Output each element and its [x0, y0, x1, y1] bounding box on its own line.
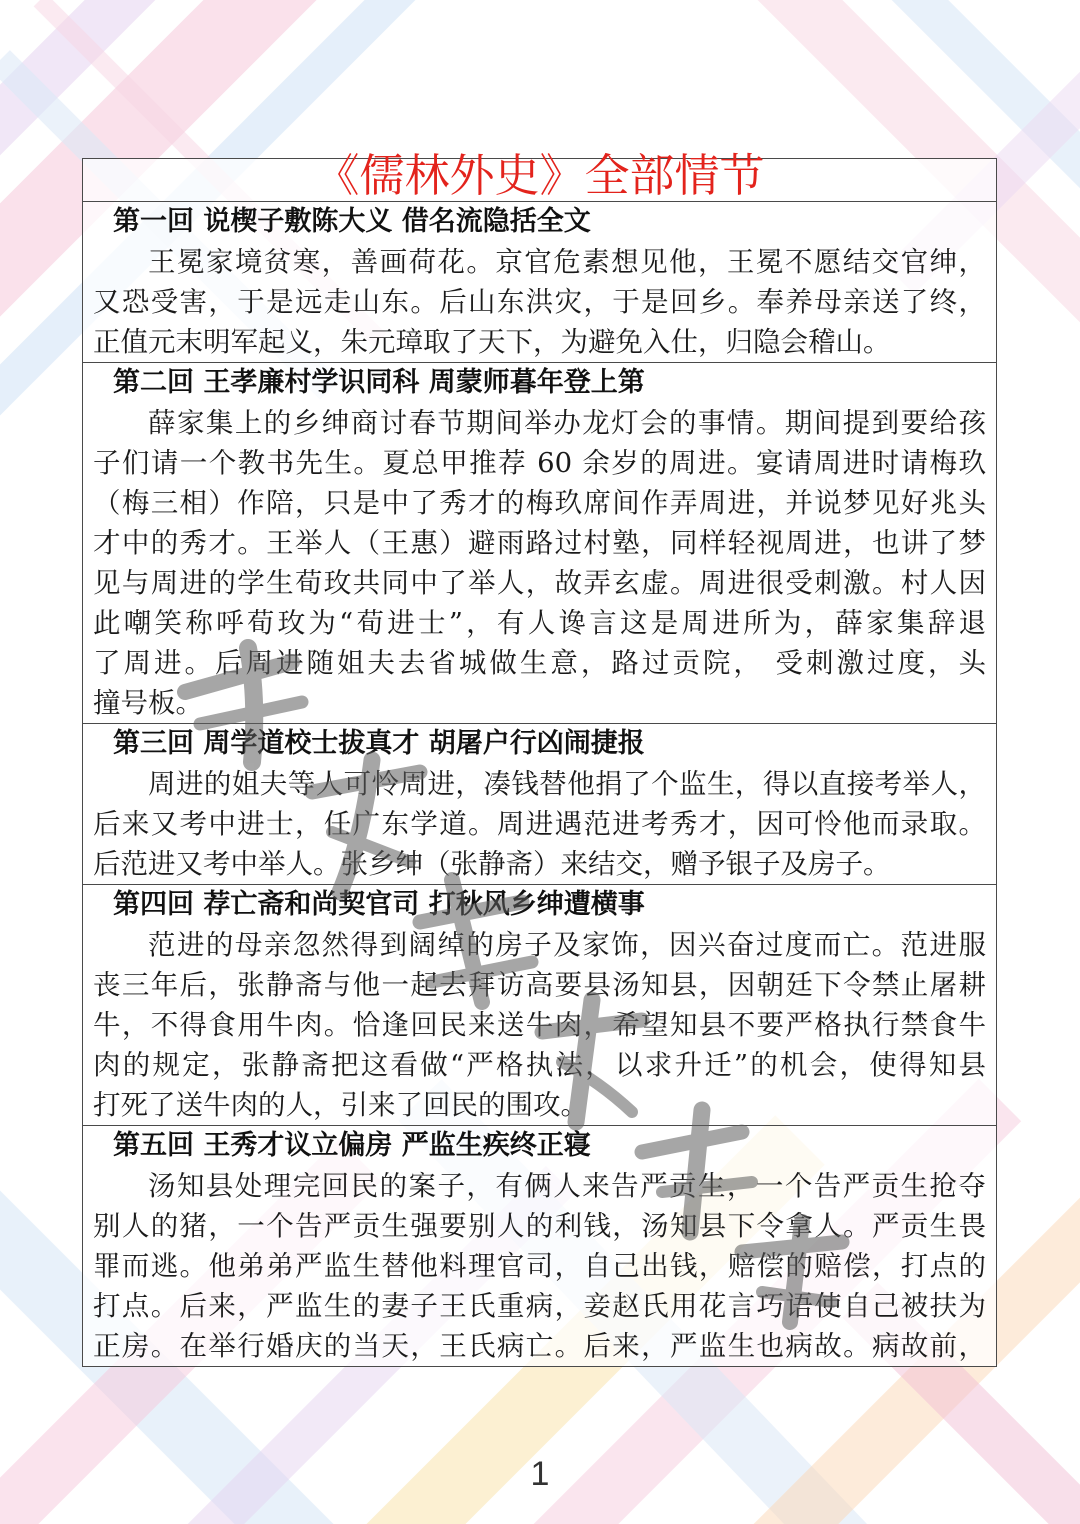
- chapter-text-line: 罪而逃。他弟弟严监生替他料理官司，自己出钱，赔偿的赔偿，打点的: [93, 1250, 986, 1282]
- chapter-text-line: 肉的规定，张静斋把这看做“严格执法，以求升迁”的机会，使得知县: [93, 1049, 986, 1081]
- chapter-heading: 第一回 说楔子敷陈大义 借名流隐括全文: [113, 206, 591, 237]
- chapter-text-line: 正房。在举行婚庆的当天，王氏病亡。后来，严监生也病故。病故前，: [93, 1330, 986, 1362]
- title-row: [83, 149, 996, 202]
- chapter-text-line: 周进的姐夫等人可怜周进，凑钱替他捐了个监生，得以直接考举人，: [148, 768, 986, 800]
- chapter-heading: 第四回 荐亡斋和尚契官司 打秋风乡绅遭横事: [113, 889, 645, 920]
- chapter-heading: 第三回 周学道校士拔真才 胡屠户行凶闹捷报: [113, 728, 645, 759]
- chapter-text-line: 范进的母亲忽然得到阔绰的房子及家饰，因兴奋过度而亡。范进服: [148, 929, 986, 961]
- chapter-heading: 第二回 王孝廉村学识同科 周蒙师暮年登上第: [113, 367, 645, 398]
- chapter-text-line: 汤知县处理完回民的案子，有俩人来告严贡生，一个告严贡生抢夺: [148, 1170, 986, 1202]
- chapter-text-line: 此嘲笑称呼荀玫为“荀进士”，有人谗言这是周进所为，薛家集辞退: [93, 607, 986, 639]
- chapter-text-line: 薛家集上的乡绅商讨春节期间举办龙灯会的事情。期间提到要给孩: [148, 407, 986, 439]
- chapter-1: [83, 202, 996, 362]
- chapter-text-line: 正值元末明军起义，朱元璋取了天下，为避免入仕，归隐会稽山。: [93, 326, 891, 358]
- chapter-text-line: 才中的秀才。王举人（王惠）避雨路过村塾，同样轻视周进，也讲了梦: [93, 527, 986, 559]
- chapter-text-line: 后范进又考中举人。张乡绅（张静斋）来结交，赠予银子及房子。: [93, 848, 891, 880]
- chapter-text-line: 打死了送牛肉的人，引来了回民的围攻。: [93, 1089, 588, 1121]
- chapter-text-line: 撞号板。: [93, 687, 203, 719]
- chapter-5: [83, 1125, 996, 1366]
- chapter-text-line: （梅三相）作陪，只是中了秀才的梅玖席间作弄周进，并说梦见好兆头: [93, 487, 986, 519]
- chapter-text-line: 子们请一个教书先生。夏总甲推荐 60 余岁的周进。宴请周进时请梅玖: [93, 447, 986, 479]
- chapter-2: [83, 362, 996, 723]
- synopsis-table: [82, 149, 997, 1367]
- chapter-text-line: 丧三年后，张静斋与他一起去拜访高要县汤知县，因朝廷下令禁止屠耕: [93, 969, 986, 1001]
- chapter-3: [83, 723, 996, 884]
- chapter-text-line: 牛，不得食用牛肉。恰逢回民来送牛肉，希望知县不要严格执行禁食牛: [93, 1009, 986, 1041]
- chapter-text-line: 王冕家境贫寒，善画荷花。京官危素想见他，王冕不愿结交官绅，: [148, 246, 986, 278]
- chapter-text-line: 又恐受害，于是远走山东。后山东洪灾，于是回乡。奉养母亲送了终，: [93, 286, 986, 318]
- chapter-text-line: 见与周进的学生荀玫共同中了举人，故弄玄虚。周进很受刺激。村人因: [93, 567, 986, 599]
- chapter-text-line: 了周进。后周进随姐夫去省城做生意，路过贡院， 受刺激过度，头: [93, 647, 986, 679]
- chapter-text-line: 后来又考中进士，任广东学道。周进遇范进考秀才，因可怜他而录取。: [93, 808, 986, 840]
- page-title: 《儒林外史》全部情节: [314, 149, 765, 202]
- chapter-heading: 第五回 王秀才议立偏房 严监生疾终正寝: [113, 1130, 591, 1161]
- chapter-4: [83, 884, 996, 1125]
- chapter-text-line: 别人的猪，一个告严贡生强要别人的利钱，汤知县下令拿人。严贡生畏: [93, 1210, 986, 1242]
- chapter-text-line: 打点。后来，严监生的妻子王氏重病，妾赵氏用花言巧语使自己被扶为: [93, 1290, 986, 1322]
- page-number: 1: [530, 1455, 550, 1493]
